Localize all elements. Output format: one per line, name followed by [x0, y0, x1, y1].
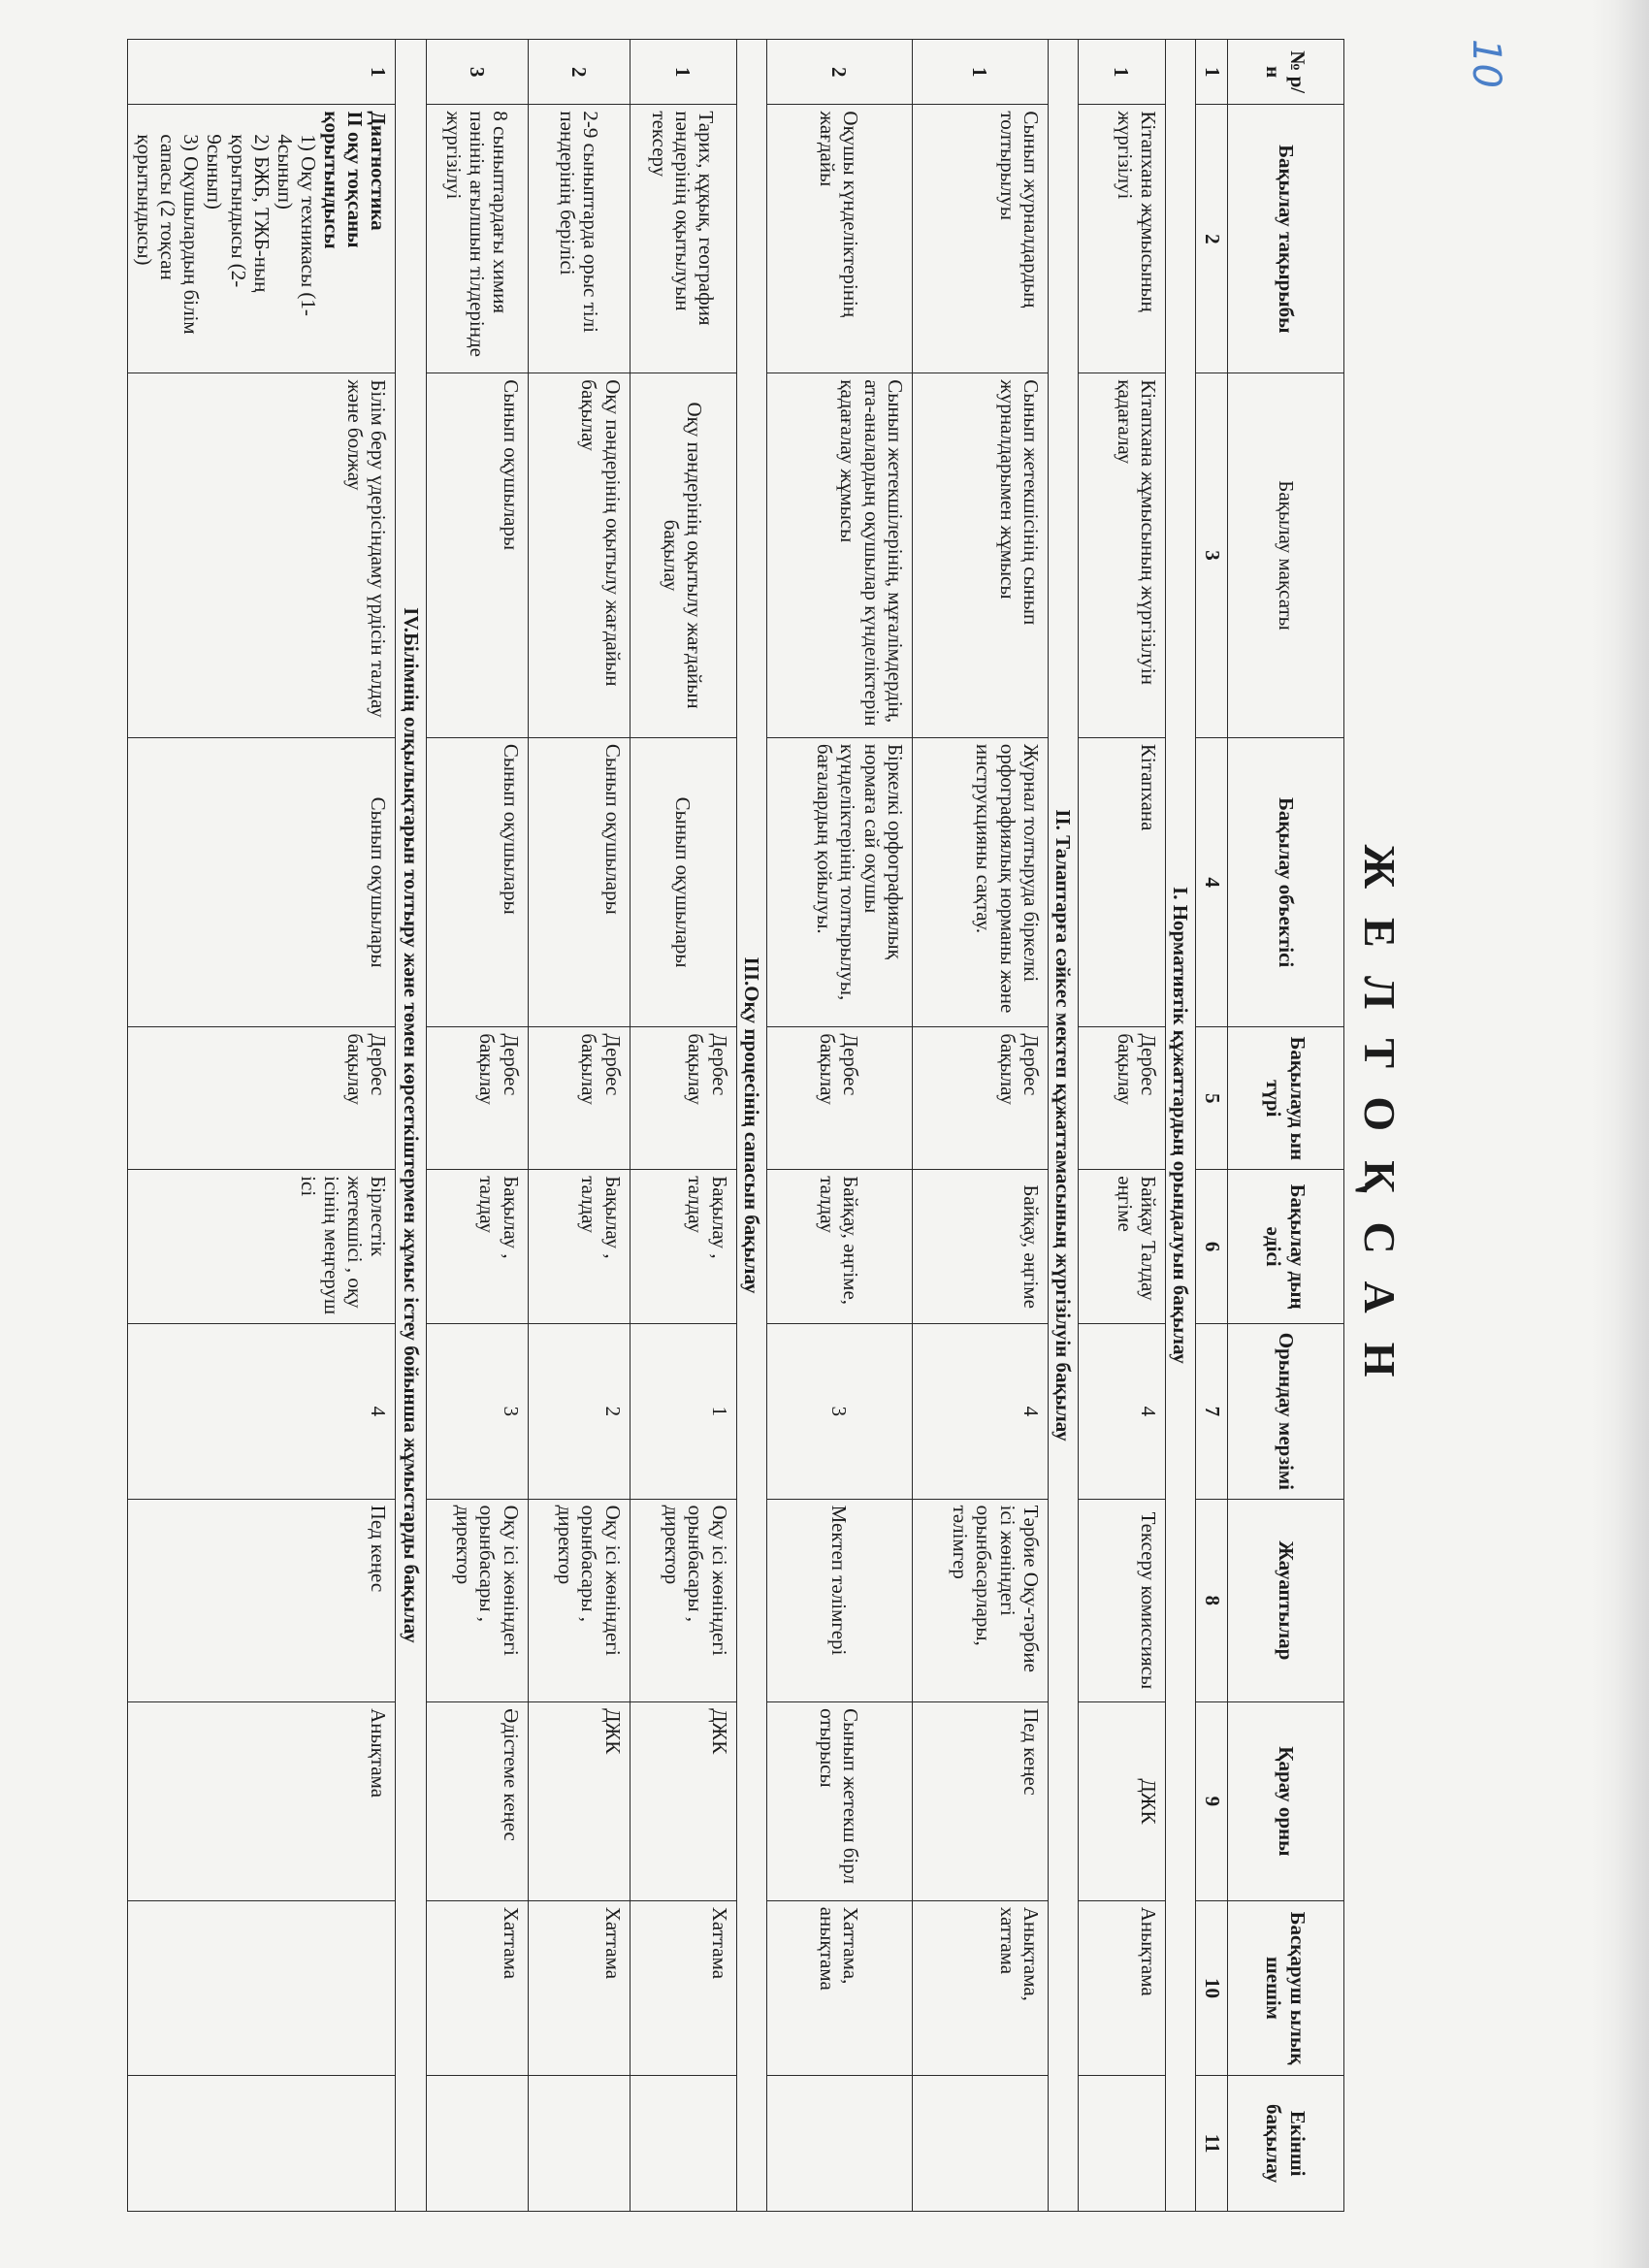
row-number: 3: [426, 40, 528, 105]
header-cell: Орындау мерзімі: [1228, 1324, 1344, 1500]
column-number: 11: [1196, 2076, 1228, 2212]
responsible-cell: Оқу ісі жөніндегі орынбасары , директор: [528, 1499, 630, 1701]
topic-cell: 8 сыныптардағы химия пәнінің ағылшын тілдерінде жүргізілуі: [426, 105, 528, 373]
place-cell: ДЖК: [528, 1702, 630, 1901]
section-title: ІІ. Талаптарға сәйкес мектеп құжаттамасының жүргізілуін бақылау: [1048, 40, 1078, 2212]
responsible-cell: Оқу ісі жөніндегі орынбасары , директор: [426, 1499, 528, 1701]
row-number: 1: [127, 40, 396, 105]
topic-cell: Кітапхана жұмысының жүргізілуі: [1078, 105, 1165, 373]
list-item: 3) Оқушылардың білім сапасы (2 тоқсан қорытындысы): [133, 134, 204, 335]
deadline-cell: 4: [127, 1324, 396, 1500]
row-number: 2: [528, 40, 630, 105]
header-cell: Бақылау дың әдісі: [1228, 1170, 1344, 1324]
deadline-cell: 3: [766, 1324, 912, 1500]
column-number: 10: [1196, 1900, 1228, 2076]
header-cell: Басқаруш ылық шешім: [1228, 1900, 1344, 2076]
header-cell: № р/н: [1228, 40, 1344, 105]
second-control-cell: [630, 2076, 736, 2212]
decision-cell: Анықтама, хаттама: [912, 1900, 1048, 2076]
second-control-cell: [426, 2076, 528, 2212]
method-cell: Бақылау , талдау: [426, 1170, 528, 1324]
responsible-cell: Пед кеңес: [127, 1499, 396, 1701]
section-row: [396, 40, 426, 2212]
object-cell: Журнал толтыруда біркелкі орфографиялық норманы және инструкцияны сақтау.: [912, 737, 1048, 1027]
list-item: 2) БЖБ, ТЖБ-ның қорытындысы (2- 9сынып): [203, 134, 274, 293]
table-row: [127, 40, 396, 2212]
object-cell: Сынып оқушылары: [528, 737, 630, 1027]
table-row: [1078, 40, 1165, 2212]
topic-cell: Тарих, құқық, география пәндерінің оқытылуын тексеру: [630, 105, 736, 373]
second-control-cell: [1078, 2076, 1165, 2212]
row-number: 1: [912, 40, 1048, 105]
column-number: 9: [1196, 1702, 1228, 1901]
section-title: ІІІ.Оқу процесінің сапасын бақылау: [736, 40, 766, 2212]
place-cell: ДЖК: [1078, 1702, 1165, 1901]
table-row: [528, 40, 630, 2212]
section-row: [1048, 40, 1078, 2212]
method-cell: Байқау, әңгіме, талдау: [766, 1170, 912, 1324]
decision-cell: Хаттама: [528, 1900, 630, 2076]
control-plan-table: [127, 39, 1344, 2212]
table-row: [912, 40, 1048, 2212]
place-cell: Анықтама: [127, 1702, 396, 1901]
deadline-cell: 2: [528, 1324, 630, 1500]
header-cell: Екінші бақылау: [1228, 2076, 1344, 2212]
header-row: [1228, 40, 1344, 2212]
place-cell: Әдістеме кеңес: [426, 1702, 528, 1901]
second-control-cell: [912, 2076, 1048, 2212]
method-cell: Бақылау , талдау: [528, 1170, 630, 1324]
column-number: 7: [1196, 1324, 1228, 1500]
handwritten-page-number: 10: [1464, 39, 1508, 88]
row-number: 1: [1078, 40, 1165, 105]
goal-cell: Сынып жетекшілерінің, мұғалімдердің, ата-аналардың оқушылар күнделіктерін қадағалау жұмысы: [766, 373, 912, 738]
topic-cell: [127, 105, 396, 373]
scan-edge-shadow: [1591, 0, 1649, 2268]
topic-subtitle: ІІ оқу тоқсаны қорытындысы: [320, 111, 368, 249]
header-cell: Бақылау объектісі: [1228, 737, 1344, 1027]
header-cell: Бақылау тақырыбы: [1228, 105, 1344, 373]
list-item: 1) Оқу техникасы (1-4сынып): [273, 134, 321, 316]
object-cell: Біркелкі орфографиялық нормаға сай оқушы күнделіктерінің толтырылуы, бағалардың қойылуы.: [766, 737, 912, 1027]
column-number-row: [1196, 40, 1228, 2212]
table-row: [630, 40, 736, 2212]
responsible-cell: Мектеп тәлімгері: [766, 1499, 912, 1701]
header-cell: Бақылау мақсаты: [1228, 373, 1344, 738]
type-cell: Дербес бақылау: [912, 1027, 1048, 1170]
type-cell: Дербес бақылау: [766, 1027, 912, 1170]
goal-cell: Кітапхана жұмысының жүргізілуін қадағалау: [1078, 373, 1165, 738]
header-cell: Қарау орны: [1228, 1702, 1344, 1901]
row-number: 2: [766, 40, 912, 105]
column-number: 2: [1196, 105, 1228, 373]
method-cell: Бақылау , талдау: [630, 1170, 736, 1324]
topic-cell: Сынып журналдардың толтырылуы: [912, 105, 1048, 373]
second-control-cell: [766, 2076, 912, 2212]
topic-title: Диагностика: [367, 111, 391, 231]
decision-cell: Хаттама, анықтама: [766, 1900, 912, 2076]
decision-cell: Хаттама: [426, 1900, 528, 2076]
deadline-cell: 1: [630, 1324, 736, 1500]
section-title: І. Нормативтік құжаттардың орындалуын бақылау: [1165, 40, 1195, 2212]
table-row: [766, 40, 912, 2212]
column-number: 3: [1196, 373, 1228, 738]
place-cell: Пед кеңес: [912, 1702, 1048, 1901]
goal-cell: Сынып жетекшісінің сынып журналдарымен жұмысы: [912, 373, 1048, 738]
column-number: 6: [1196, 1170, 1228, 1324]
column-number: 5: [1196, 1027, 1228, 1170]
deadline-cell: 4: [1078, 1324, 1165, 1500]
method-cell: Бірлестік жетекшісі , оқу ісінің меңгеруш ісі: [127, 1170, 396, 1324]
responsible-cell: Тексеру комиссиясы: [1078, 1499, 1165, 1701]
type-cell: Дербес бақылау: [127, 1027, 396, 1170]
decision-cell: Хаттама: [630, 1900, 736, 2076]
column-number: 8: [1196, 1499, 1228, 1701]
type-cell: Дербес бақылау: [426, 1027, 528, 1170]
section-title: ІV.Білімнің олқылықтарын толтыру және төмен көрсеткіштермен жұмыс істеу бойынша жұмыстарды бақылау: [396, 40, 426, 2212]
header-cell: Жауаптылар: [1228, 1499, 1344, 1701]
rotated-document-sheet: [133, 39, 1414, 2212]
topic-list: [133, 111, 320, 367]
responsible-cell: Оқу ісі жөніндегі орынбасары , директор: [630, 1499, 736, 1701]
section-row: [736, 40, 766, 2212]
object-cell: Сынып оқушылары: [630, 737, 736, 1027]
decision-cell: Анықтама: [1078, 1900, 1165, 2076]
table-row: [426, 40, 528, 2212]
document-title: ЖЕЛТОҚСАН: [1355, 844, 1405, 1407]
method-cell: Байқау, әңгіме: [912, 1170, 1048, 1324]
place-cell: ДЖК: [630, 1702, 736, 1901]
deadline-cell: 4: [912, 1324, 1048, 1500]
decision-cell: [127, 1900, 396, 2076]
responsible-cell: Тәрбие Оқу-тәрбие ісі жөніндегі орынбасарлары, тәлімгер: [912, 1499, 1048, 1701]
goal-cell: Оқу пәндерінің оқытылу жағдайын бақылау: [630, 373, 736, 738]
object-cell: Сынып оқушылары: [426, 737, 528, 1027]
goal-cell: Сынып оқушылары: [426, 373, 528, 738]
type-cell: Дербес бақылау: [528, 1027, 630, 1170]
header-cell: Бақылауд ын түрі: [1228, 1027, 1344, 1170]
object-cell: Сынып оқушылары: [127, 737, 396, 1027]
topic-cell: Оқушы күнделіктерінің жағдайы: [766, 105, 912, 373]
type-cell: Дербес бақылау: [1078, 1027, 1165, 1170]
second-control-cell: [127, 2076, 396, 2212]
row-number: 1: [630, 40, 736, 105]
deadline-cell: 3: [426, 1324, 528, 1500]
goal-cell: Оқу пәндерінің оқытылу жағдайын бақылау: [528, 373, 630, 738]
object-cell: Кітапхана: [1078, 737, 1165, 1027]
column-number: 4: [1196, 737, 1228, 1027]
place-cell: Сынып жетекш бірл отырысы: [766, 1702, 912, 1901]
second-control-cell: [528, 2076, 630, 2212]
method-cell: Байқау Талдау әңгіме: [1078, 1170, 1165, 1324]
section-row: [1165, 40, 1195, 2212]
goal-cell: Білім беру үдерісіндаму үрдісін талдау және болжау: [127, 373, 396, 738]
type-cell: Дербес бақылау: [630, 1027, 736, 1170]
topic-cell: 2-9 сыныптарда орыс тілі пәндерінің берілісі: [528, 105, 630, 373]
column-number: 1: [1196, 40, 1228, 105]
